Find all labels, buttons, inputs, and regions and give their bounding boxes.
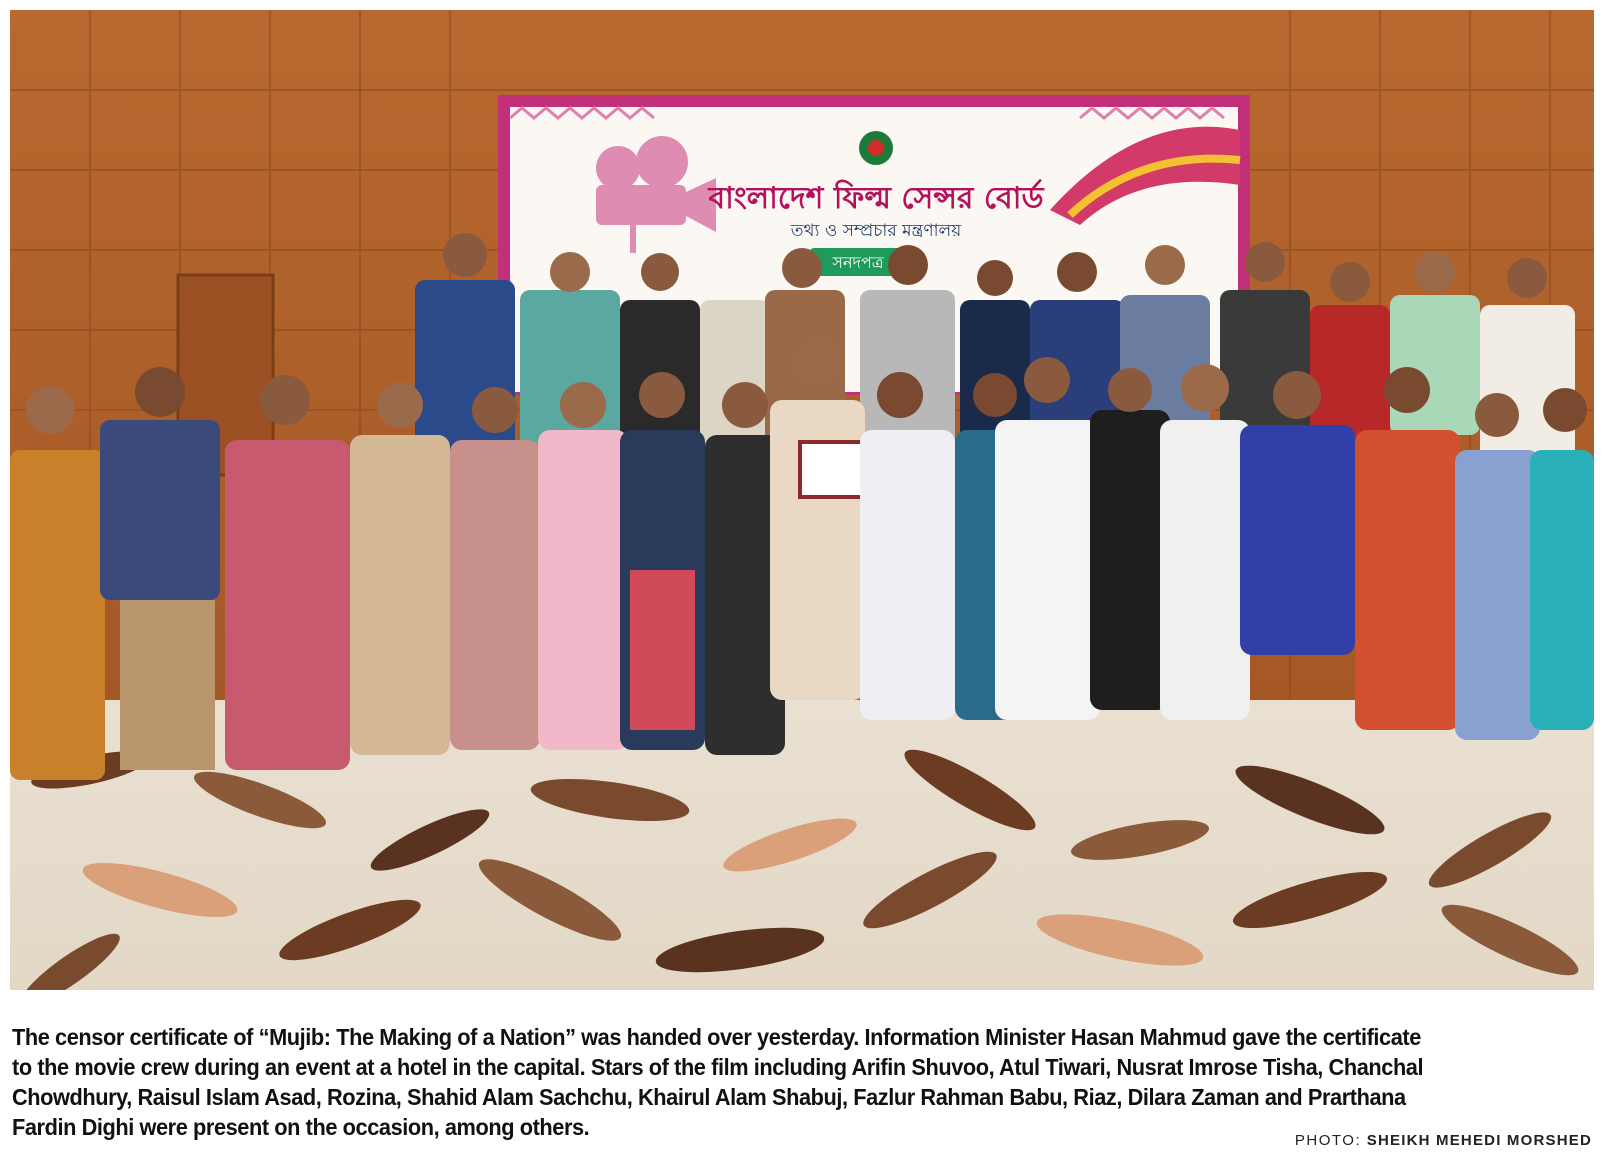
group-photo-illustration: [10, 10, 1594, 990]
photographer-name: SHEIKH MEHEDI MORSHED: [1366, 1132, 1592, 1149]
caption-line: The censor certificate of “Mujib: The Making of a Nation” was handed over yesterday. Information Minister Hasan Mahmud gave the certificate: [12, 1024, 1421, 1050]
news-photo: [10, 10, 1594, 990]
photo-credit-label: PHOTO:: [1294, 1132, 1362, 1149]
caption-line: to the movie crew during an event at a hotel in the capital. Stars of the film including Arifin Shuvoo, Atul Tiwari, Nusrat Imrose Tisha, Chanchal: [12, 1054, 1424, 1080]
censor-certificate: [800, 442, 870, 497]
caption-line: Chowdhury, Raisul Islam Asad, Rozina, Shahid Alam Sachchu, Khairul Alam Shabuj, Fazlur Rahman Babu, Riaz, Dilara Zaman and Prarthana: [12, 1084, 1406, 1110]
banner-certificate-tag: সনদপত্র: [832, 253, 884, 272]
photo-caption: [12, 1022, 1593, 1142]
banner-subtitle: তথ্য ও সম্প্রচার মন্ত্রণালয়: [790, 221, 962, 241]
photo-credit: [1295, 1132, 1592, 1149]
banner-title: বাংলাদেশ ফিল্ম সেন্সর বোর্ড: [708, 181, 1044, 216]
caption-line: Fardin Dighi were present on the occasion, among others.: [12, 1114, 590, 1140]
